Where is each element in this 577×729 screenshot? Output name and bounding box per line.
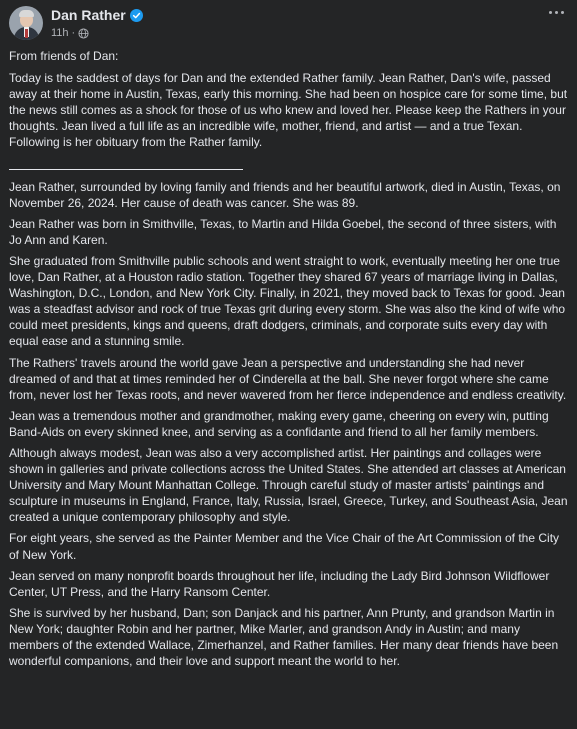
post-paragraph: Jean Rather was born in Smithville, Texas, to Martin and Hilda Goebel, the second of three sisters, with Jo Ann and Karen. [9,216,557,247]
post-paragraph: She is survived by her husband, Dan; son Danjack and his partner, Ann Prunty, and grandson Martin in New York; daughter Robin and her partner, Mike Marler, and grandson Andy in Austin; and many members of the extended Wallace, Zimerhanzel, and Rather families. Her many dear friends have been wonderful companions, and their love and support meant the world to her. [9,605,559,669]
section-divider [9,154,243,170]
post-paragraph: Jean served on many nonprofit boards throughout her life, including the Lady Bird Johnson Wildflower Center, UT Press, and the Harry Ransom Center. [9,568,550,599]
author-avatar[interactable] [9,6,43,40]
post-paragraph: The Rathers' travels around the world gave Jean a perspective and understanding she had never dreamed of and that at times reminded her of Cinderella at the ball. She never forgot where she came from, never lost her Texas roots, and never wavered from her fierce independence and endless creativity. [9,355,567,402]
post-paragraph: Jean was a tremendous mother and grandmother, making every game, cheering on every win, putting Band-Aids on every skinned knee, and serving as a confidante and friend to all her family members. [9,408,549,439]
author-name[interactable]: Dan Rather [51,7,126,23]
post-paragraph: For eight years, she served as the Painter Member and the Vice Chair of the Art Commission of the City of New York. [9,531,560,562]
more-options-icon[interactable] [549,11,564,14]
post-header [9,6,143,40]
post-paragraph: Although always modest, Jean was also a very accomplished artist. Her paintings and collages were shown in galleries and private collections across the United States. She attended art classes at American University and Mary Mount Manhattan College. Through careful study of master artists' paintings and sculpture in museums in England, France, Italy, Russia, Israel, Greece, Turkey, and Southeast Asia, Jean created a unique contemporary philosophy and style. [9,445,568,525]
meta-separator: · [71,27,76,39]
post-body [9,48,571,674]
post-timestamp[interactable]: 11h [51,27,69,39]
globe-icon[interactable] [78,28,89,39]
post-intro: From friends of Dan: [9,49,119,63]
post-paragraph: Today is the saddest of days for Dan and the extended Rather family. Jean Rather, Dan's wife, passed away at their home in Austin, Texas, early this morning. She had been on hospice care for some time, but the news still comes as a shock for those of us who knew and loved her. Please keep the Rathers in your thoughts. Jean lived a full life as an incredible wife, mother, friend, and artist — and a true Texan. Following is her obituary from the Rather family. [9,71,568,150]
post-paragraph: Jean Rather, surrounded by loving family and friends and her beautiful artwork, died in Austin, Texas, on November 26, 2024. Her cause of death was cancer. She was 89. [9,179,561,210]
post-meta [51,6,143,40]
post-paragraph: She graduated from Smithville public schools and went straight to work, eventually meeting her one true love, Dan Rather, at a Houston radio station. Together they shared 67 years of marriage living in Dallas, Washington, D.C., London, and New York City. Finally, in 2021, they moved back to Texas for good. Jean was a steadfast advisor and rock of true Texas grit during every storm. She was also the kind of wife who could meet presidents, kings and queens, draft dodgers, criminals, and corporate suits every day with equal ease and a stunning smile. [9,253,566,349]
verified-badge-icon [130,9,143,22]
